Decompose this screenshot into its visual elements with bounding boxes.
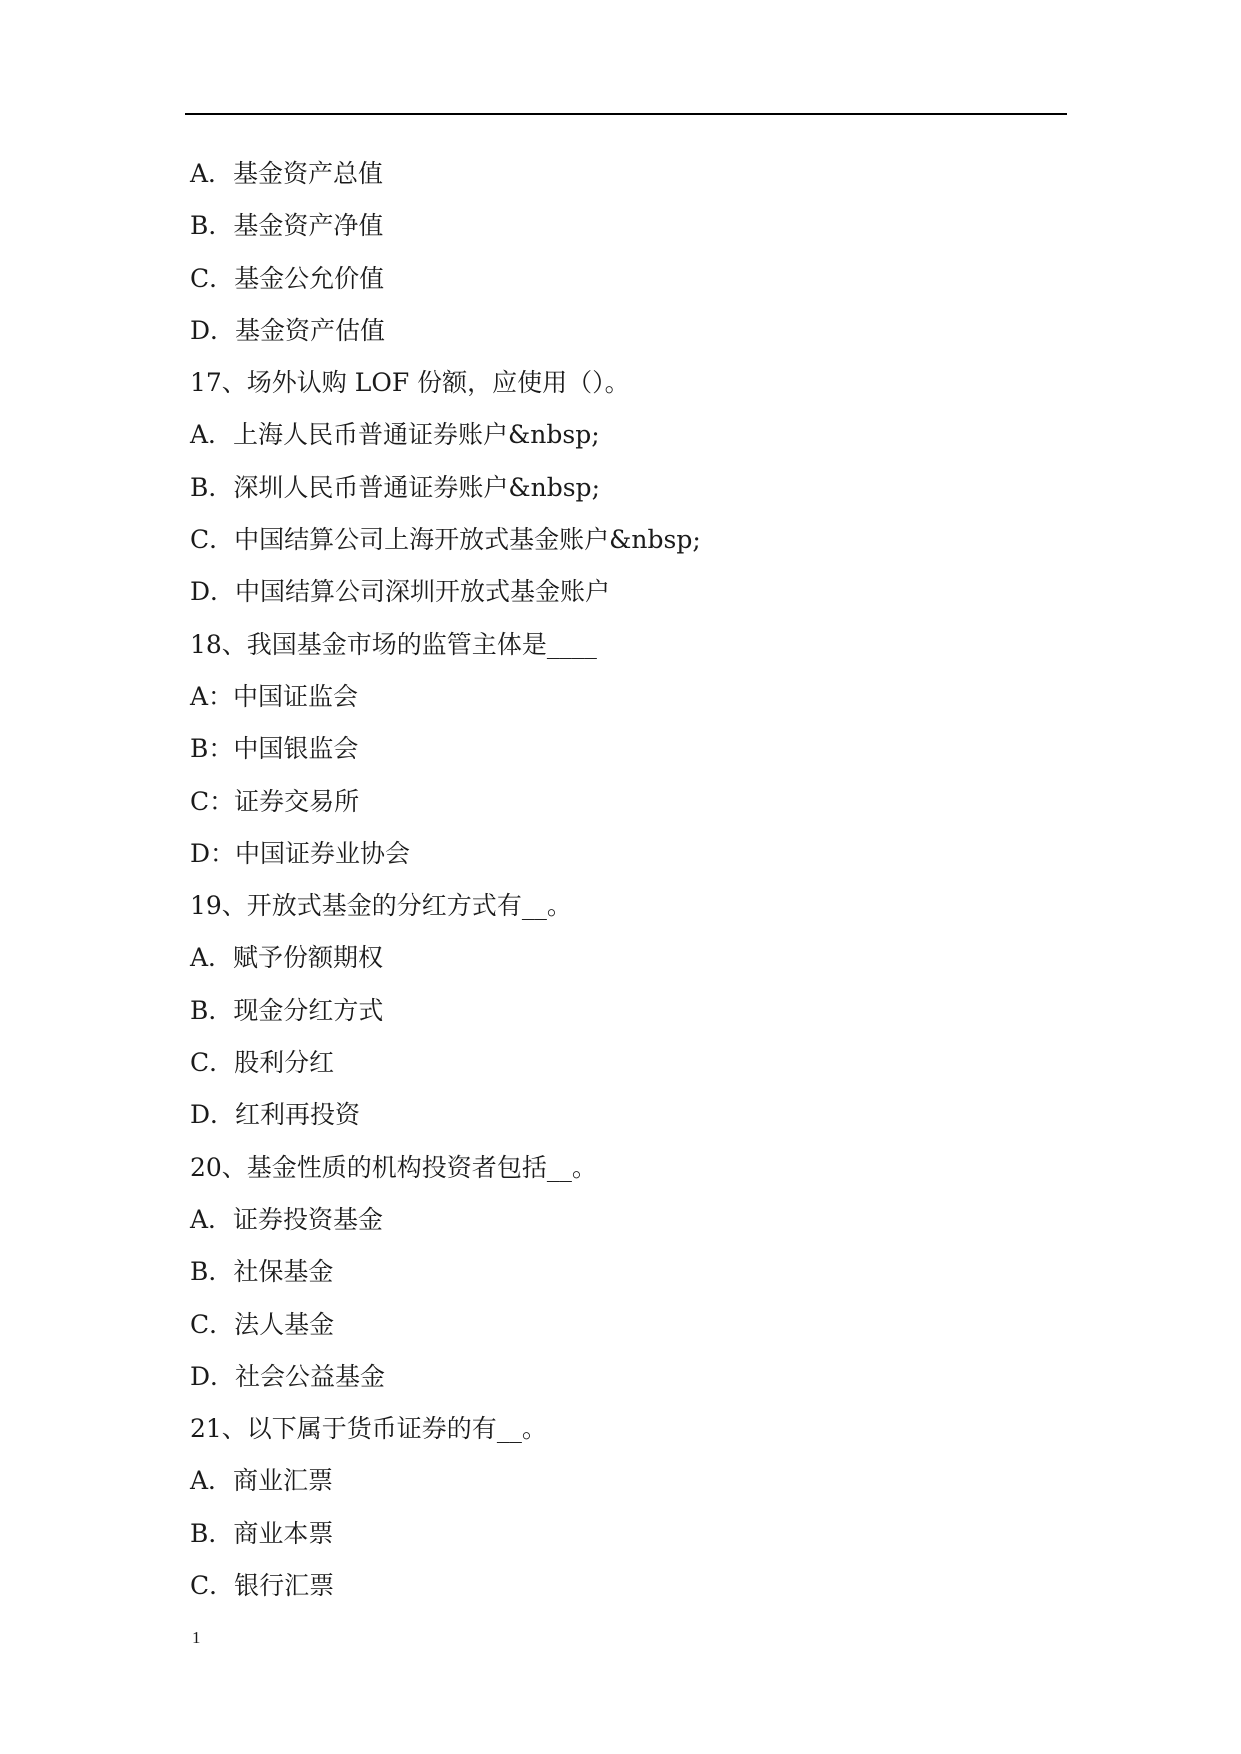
question-line: 19、开放式基金的分红方式有__。 [190,891,572,921]
option-line: B．商业本票 [190,1518,334,1548]
option-line: D．红利再投资 [190,1100,361,1130]
option-line: C．基金公允价值 [190,263,385,293]
question-line: 21、以下属于货币证券的有__。 [190,1414,547,1444]
option-line: C．股利分红 [190,1048,335,1078]
question-line: 18、我国基金市场的监管主体是____ [190,629,597,659]
option-line: A．赋予份额期权 [190,943,384,973]
option-line: B．现金分红方式 [190,995,384,1025]
option-line: B．深圳人民币普通证券账户&nbsp; [190,472,600,502]
question-line: 17、场外认购 LOF 份额，应使用（）。 [190,368,630,398]
option-line: C：证券交易所 [190,786,360,816]
option-line: D．中国结算公司深圳开放式基金账户 [190,577,611,607]
option-line: A．上海人民币普通证券账户&nbsp; [190,420,600,450]
option-line: C．银行汇票 [190,1571,335,1601]
option-line: D．基金资产估值 [190,315,386,345]
option-line: A．商业汇票 [190,1466,334,1496]
document-body [190,148,701,1612]
question-line: 20、基金性质的机构投资者包括__。 [190,1152,597,1182]
header-rule [185,113,1067,115]
option-line: B：中国银监会 [190,734,359,764]
option-line: B．社保基金 [190,1257,334,1287]
option-line: A．证券投资基金 [190,1204,384,1234]
option-line: A：中国证监会 [190,681,359,711]
option-line: D：中国证券业协会 [190,838,411,868]
option-line: C．中国结算公司上海开放式基金账户&nbsp; [190,525,701,555]
option-line: C．法人基金 [190,1309,335,1339]
option-line: D．社会公益基金 [190,1361,386,1391]
option-line: B．基金资产净值 [190,211,384,241]
page-number: 1 [192,1628,201,1647]
option-line: A．基金资产总值 [190,159,384,188]
